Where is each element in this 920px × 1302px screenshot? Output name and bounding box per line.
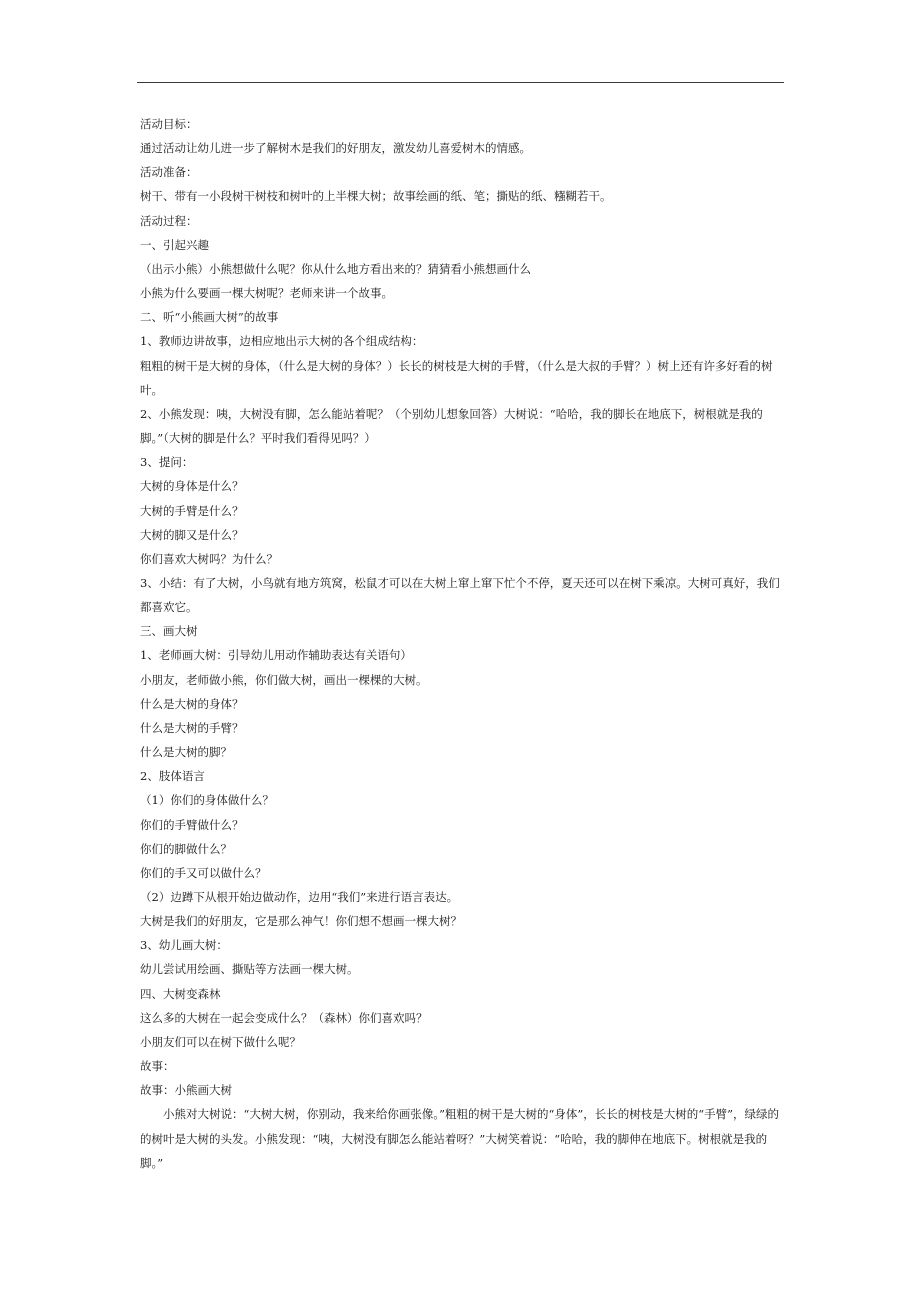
question-item: 你们的脚做什么？ xyxy=(140,841,232,856)
paragraph: 小朋友，老师做小熊，你们做大树，画出一棵棵的大树。 xyxy=(140,672,428,687)
story-label: 故事： xyxy=(140,1059,175,1074)
paragraph: 3、幼儿画大树： xyxy=(140,938,228,953)
paragraph: 3、提问： xyxy=(140,455,194,470)
section-1-heading: 一、引起兴趣 xyxy=(140,237,209,252)
paragraph: 粗粗的树干是大树的身体，（什么是大树的身体？）长长的树枝是大树的手臂，（什么是大叔的手臂？）树上还有许多好看的树叶。 xyxy=(140,358,773,397)
section-3-heading: 三、画大树 xyxy=(140,624,198,639)
prep-text: 树干、带有一小段树干树枝和树叶的上半棵大树；故事绘画的纸、笔；撕贴的纸、糨糊若干。 xyxy=(140,189,612,204)
paragraph: （2）边蹲下从根开始边做动作，边用“我们”来进行语言表达。 xyxy=(140,890,459,904)
paragraph: 2、肢体语言 xyxy=(140,769,205,784)
paragraph: 幼儿尝试用绘画、撕贴等方法画一棵大树。 xyxy=(140,962,359,977)
question-item: 大树的脚又是什么？ xyxy=(140,527,244,542)
heading-goal: 活动目标： xyxy=(140,117,198,131)
question-item: 大树的手臂是什么？ xyxy=(140,503,244,518)
paragraph: 1、老师画大树：引导幼儿用动作辅助表达有关语句） xyxy=(140,648,412,663)
question-item: 什么是大树的脚？ xyxy=(140,745,232,760)
question-item: 什么是大树的身体？ xyxy=(140,696,244,711)
paragraph: 小熊为什么要画一棵大树呢？老师来讲一个故事。 xyxy=(140,286,393,301)
paragraph: 这么多的大树在一起会变成什么？（森林）你们喜欢吗？ xyxy=(140,1010,428,1025)
question-item: 你们的手又可以做什么？ xyxy=(140,865,267,880)
paragraph: 小朋友们可以在树下做什么呢？ xyxy=(140,1034,301,1049)
heading-process: 活动过程： xyxy=(140,213,198,228)
paragraph: 大树是我们的好朋友，它是那么神气！你们想不想画一棵大树？ xyxy=(140,914,462,929)
header-rule xyxy=(137,82,784,83)
question-item: （1）你们的身体做什么？ xyxy=(140,793,274,808)
question-item: 你们喜欢大树吗？为什么？ xyxy=(140,551,278,566)
question-item: 什么是大树的手臂？ xyxy=(140,720,244,735)
section-2-heading: 二、听“小熊画大树”的故事 xyxy=(140,310,279,325)
goal-text: 通过活动让幼儿进一步了解树木是我们的好朋友，激发幼儿喜爱树木的情感。 xyxy=(140,141,531,156)
story-title: 故事：小熊画大树 xyxy=(140,1083,232,1098)
paragraph: 1、教师边讲故事，边相应地出示大树的各个组成结构： xyxy=(140,334,424,349)
question-item: 你们的手臂做什么？ xyxy=(140,817,244,832)
heading-prep: 活动准备： xyxy=(140,165,198,180)
paragraph: （出示小熊）小熊想做什么呢？你从什么地方看出来的？猜猜看小熊想画什么 xyxy=(140,261,531,276)
section-4-heading: 四、大树变森林 xyxy=(140,986,221,1001)
story-paragraph: 小熊对大树说：“大树大树，你别动，我来给你画张像。”粗粗的树干是大树的“身体”，长长的树枝是大树的“手臂”，绿绿的的树叶是大树的头发。小熊发现：“咦，大树没有脚怎么能站着呀？”大树笑着说：“哈哈，我的脚伸在地底下。树根就是我的脚。” xyxy=(140,1107,780,1170)
paragraph: 2、小熊发现：咦，大树没有脚，怎么能站着呢？（个别幼儿想象回答）大树说：“哈哈，我的脚长在地底下，树根就是我的脚。”（大树的脚是什么？平时我们看得见吗？） xyxy=(140,406,763,446)
paragraph: 3、小结：有了大树，小鸟就有地方筑窝，松鼠才可以在大树上窜上窜下忙个不停，夏天还可以在树下乘凉。大树可真好，我们都喜欢它。 xyxy=(140,575,780,615)
document-body xyxy=(140,112,785,1175)
question-item: 大树的身体是什么？ xyxy=(140,479,244,494)
